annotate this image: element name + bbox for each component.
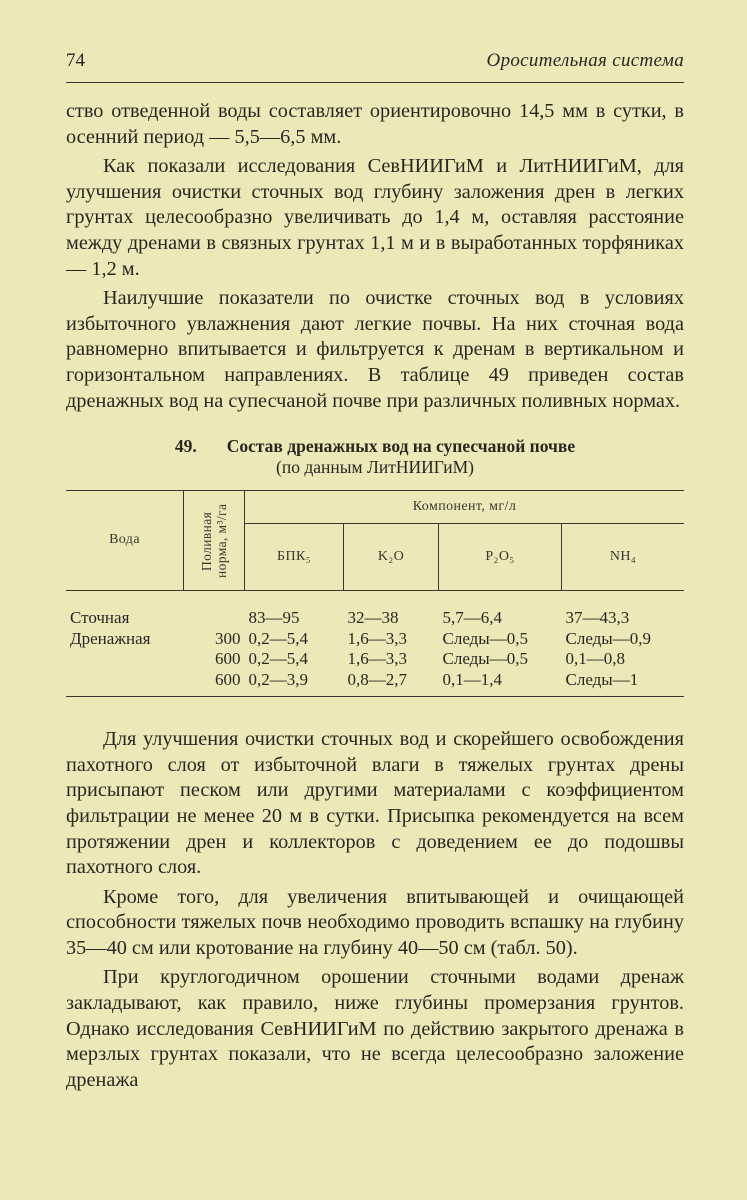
table-row bbox=[66, 591, 684, 629]
cell-nh4: 37—43,3 bbox=[565, 608, 630, 628]
book-page bbox=[66, 40, 684, 1093]
cell-bpk: 0,2—5,4 bbox=[248, 649, 308, 669]
cell-nh4: 0,1—0,8 bbox=[565, 649, 625, 669]
paragraph-light-soils: Наилучшие показатели по очистке сточных вод в условиях избыточного увлажнения дают легкие почвы. На них сточная вода равномерно впитывается и фильтруется к дренам в вертикальном и горизонтальном направлениях. В таблице 49 приведен состав дренажных вод на супесчаной почве при различных поливных нормах. bbox=[66, 287, 684, 412]
table-row bbox=[66, 629, 684, 650]
table-source: (по данным ЛитНИИГиМ) bbox=[276, 457, 474, 478]
paragraph-continuation: ство отведенной воды составляет ориентировочно 14,5 мм в сутки, в осенний период — 5,5—6,5 мм. bbox=[66, 100, 684, 148]
cell-norm bbox=[184, 591, 245, 629]
header-bpk: БПК₅ bbox=[245, 524, 344, 591]
header-norm bbox=[184, 491, 245, 591]
drainage-water-table bbox=[66, 490, 684, 697]
paragraph-sand-backfill: Для улучшения очистки сточных вод и скорейшего освобождения пахотного слоя от избыточной влаги в тяжелых грунтах дрены присыпают песком или другими материалами с коэффициентом фильтрации не менее 20 м в сутки. Присыпка рекомендуется на всем протяжении дрен и коллекторов с доведением ее до подошвы пахотного слоя. bbox=[66, 728, 684, 879]
header-p2o5: P₂O₅ bbox=[439, 524, 562, 591]
page-number: 74 bbox=[66, 50, 85, 71]
body-text-after-table bbox=[66, 727, 684, 1093]
table-title: Состав дренажных вод на супесчаной почве bbox=[226, 436, 576, 457]
cell-k2o: 1,6—3,3 bbox=[347, 649, 407, 669]
cell-bpk: 0,2—5,4 bbox=[248, 628, 308, 648]
cell-norm: 600 bbox=[215, 649, 241, 669]
cell-p2o5: Следы—0,5 bbox=[442, 628, 528, 648]
header-water: Вода bbox=[66, 491, 184, 591]
header-k2o: K₂O bbox=[344, 524, 439, 591]
cell-bpk: 0,2—3,9 bbox=[245, 670, 344, 697]
header-component-group: Компонент, мг/л bbox=[245, 491, 685, 524]
cell-k2o: 0,8—2,7 bbox=[344, 670, 439, 697]
table-row bbox=[66, 649, 684, 670]
cell-k2o: 1,6—3,3 bbox=[347, 628, 407, 648]
cell-p2o5: 0,1—1,4 bbox=[439, 670, 562, 697]
cell-k2o: 32—38 bbox=[347, 608, 399, 628]
header-nh4: NH₄ bbox=[562, 524, 685, 591]
cell-bpk: 83—95 bbox=[248, 608, 300, 628]
cell-water: Сточная bbox=[70, 608, 130, 628]
running-head bbox=[66, 40, 684, 83]
paragraph-year-round: При круглогодичном орошении сточными водами дренаж закладывают, как правило, ниже глубины промерзания грунтов. Однако исследования СевНИИГиМ по действию закрытого дренажа в мерзлых грунтах показали, что не всегда целесообразно заложение дренажа bbox=[66, 966, 684, 1091]
table-caption bbox=[66, 436, 684, 478]
running-title: Оросительная система bbox=[486, 50, 684, 71]
table-number: 49. bbox=[174, 436, 197, 457]
header-norm-label: Поливная норма, м³/га bbox=[199, 503, 229, 578]
cell-norm: 600 bbox=[184, 670, 245, 697]
cell-p2o5: 5,7—6,4 bbox=[442, 608, 502, 628]
cell-water: Дренажная bbox=[70, 628, 151, 648]
cell-nh4: Следы—0,9 bbox=[565, 628, 651, 648]
cell-nh4: Следы—1 bbox=[562, 670, 685, 697]
cell-p2o5: Следы—0,5 bbox=[442, 649, 528, 669]
cell-water bbox=[66, 670, 184, 697]
table-row bbox=[66, 670, 684, 697]
paragraph-plowing: Кроме того, для увеличения впитывающей и очищающей способности тяжелых почв необходимо проводить вспашку на глубину 35—40 см или кротование на глубину 40—50 см (табл. 50). bbox=[66, 885, 684, 959]
body-text-before-table bbox=[66, 99, 684, 414]
paragraph-drain-depth: Как показали исследования СевНИИГиМ и ЛитНИИГиМ, для улучшения очистки сточных вод глубину заложения дрен в легких грунтах целесообразно увеличивать до 1,4 м, оставляя расстояние между дренами в связных грунтах 1,1 м и в выработанных торфяниках — 1,2 м. bbox=[66, 155, 684, 280]
cell-water bbox=[66, 649, 184, 670]
cell-norm: 300 bbox=[215, 628, 241, 648]
